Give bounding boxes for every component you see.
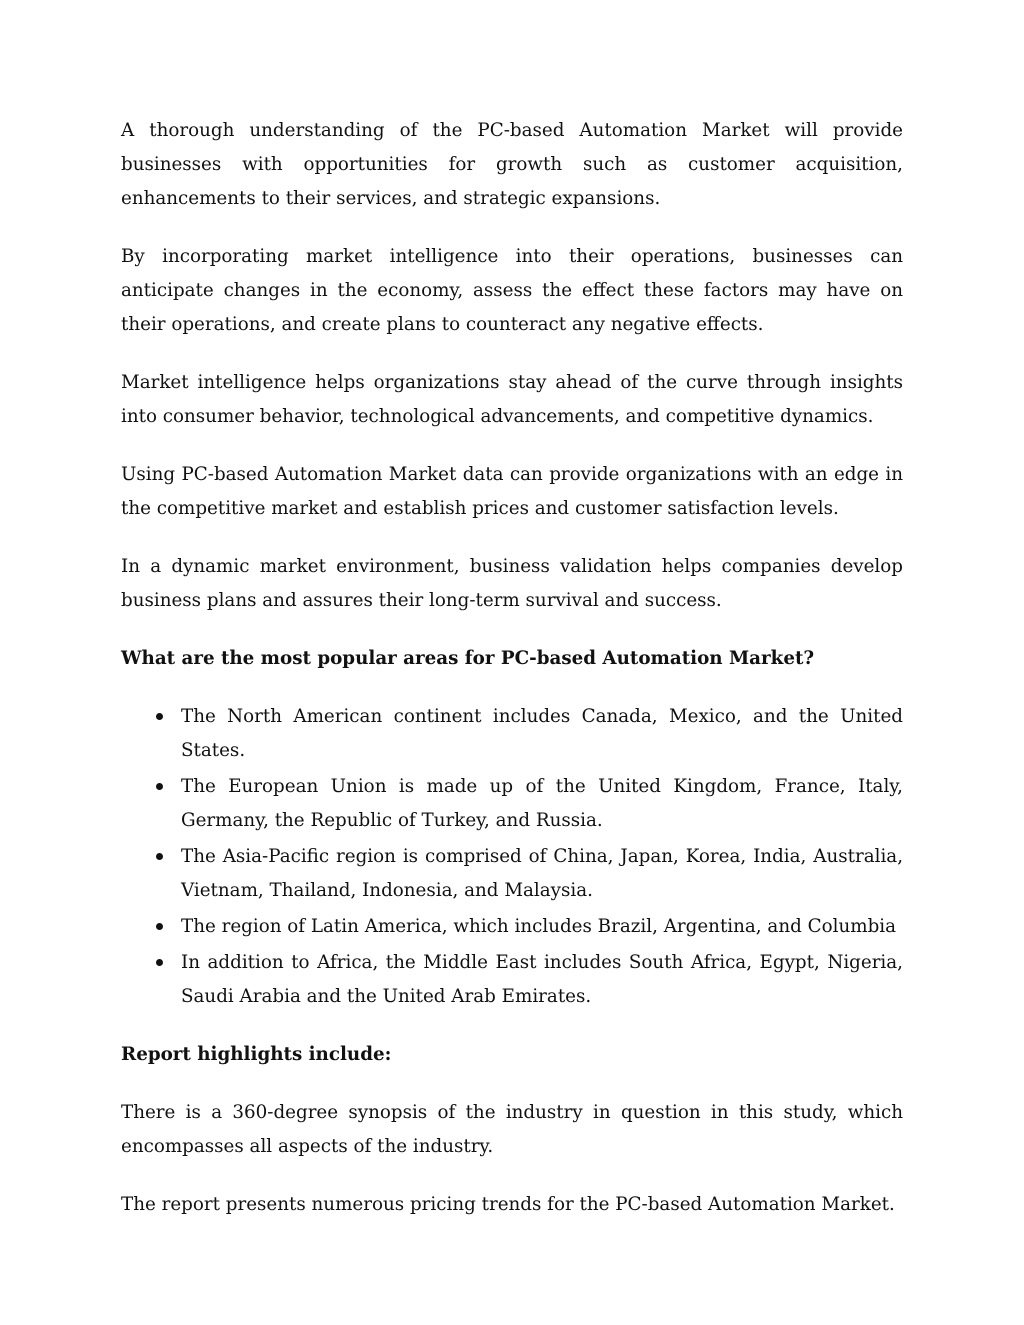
list-item <box>121 910 903 944</box>
list-item-text: The region of Latin America, which includes Brazil, Argentina, and Columbia <box>181 916 897 937</box>
list-item-text: The European Union is made up of the United Kingdom, France, Italy, Germany, the Republic of Turkey, and Russia. <box>181 776 903 831</box>
highlights-heading: Report highlights include: <box>121 1044 392 1065</box>
regions-list <box>121 700 903 1014</box>
list-item-text: The North American continent includes Canada, Mexico, and the United States. <box>181 706 903 761</box>
list-item-text: The Asia-Pacific region is comprised of China, Japan, Korea, India, Australia, Vietnam, Thailand, Indonesia, and Malaysia. <box>181 846 903 901</box>
bullet-icon <box>156 853 163 860</box>
paragraph: Market intelligence helps organizations stay ahead of the curve through insights into consumer behavior, technological advancements, and competitive dynamics. <box>121 372 903 427</box>
list-item-text: In addition to Africa, the Middle East includes South Africa, Egypt, Nigeria, Saudi Arabia and the United Arab Emirates. <box>181 952 903 1007</box>
bullet-icon <box>156 923 163 930</box>
paragraph: There is a 360-degree synopsis of the industry in question in this study, which encompasses all aspects of the industry. <box>121 1102 903 1157</box>
paragraph: In a dynamic market environment, business validation helps companies develop business plans and assures their long-term survival and success. <box>121 556 903 611</box>
bullet-icon <box>156 713 163 720</box>
document-page <box>121 114 903 1246</box>
regions-heading: What are the most popular areas for PC-based Automation Market? <box>121 648 815 669</box>
list-item <box>121 770 903 838</box>
paragraph: A thorough understanding of the PC-based Automation Market will provide businesses with opportunities for growth such as customer acquisition, enhancements to their services, and strategic expansions. <box>121 120 903 209</box>
paragraph: The report presents numerous pricing trends for the PC-based Automation Market. <box>121 1194 895 1215</box>
bullet-icon <box>156 959 163 966</box>
paragraph: By incorporating market intelligence into their operations, businesses can anticipate changes in the economy, assess the effect these factors may have on their operations, and create plans to counteract any negative effects. <box>121 246 903 335</box>
paragraph: Using PC-based Automation Market data can provide organizations with an edge in the competitive market and establish prices and customer satisfaction levels. <box>121 464 903 519</box>
list-item <box>121 946 903 1014</box>
bullet-icon <box>156 783 163 790</box>
list-item <box>121 840 903 908</box>
list-item <box>121 700 903 768</box>
